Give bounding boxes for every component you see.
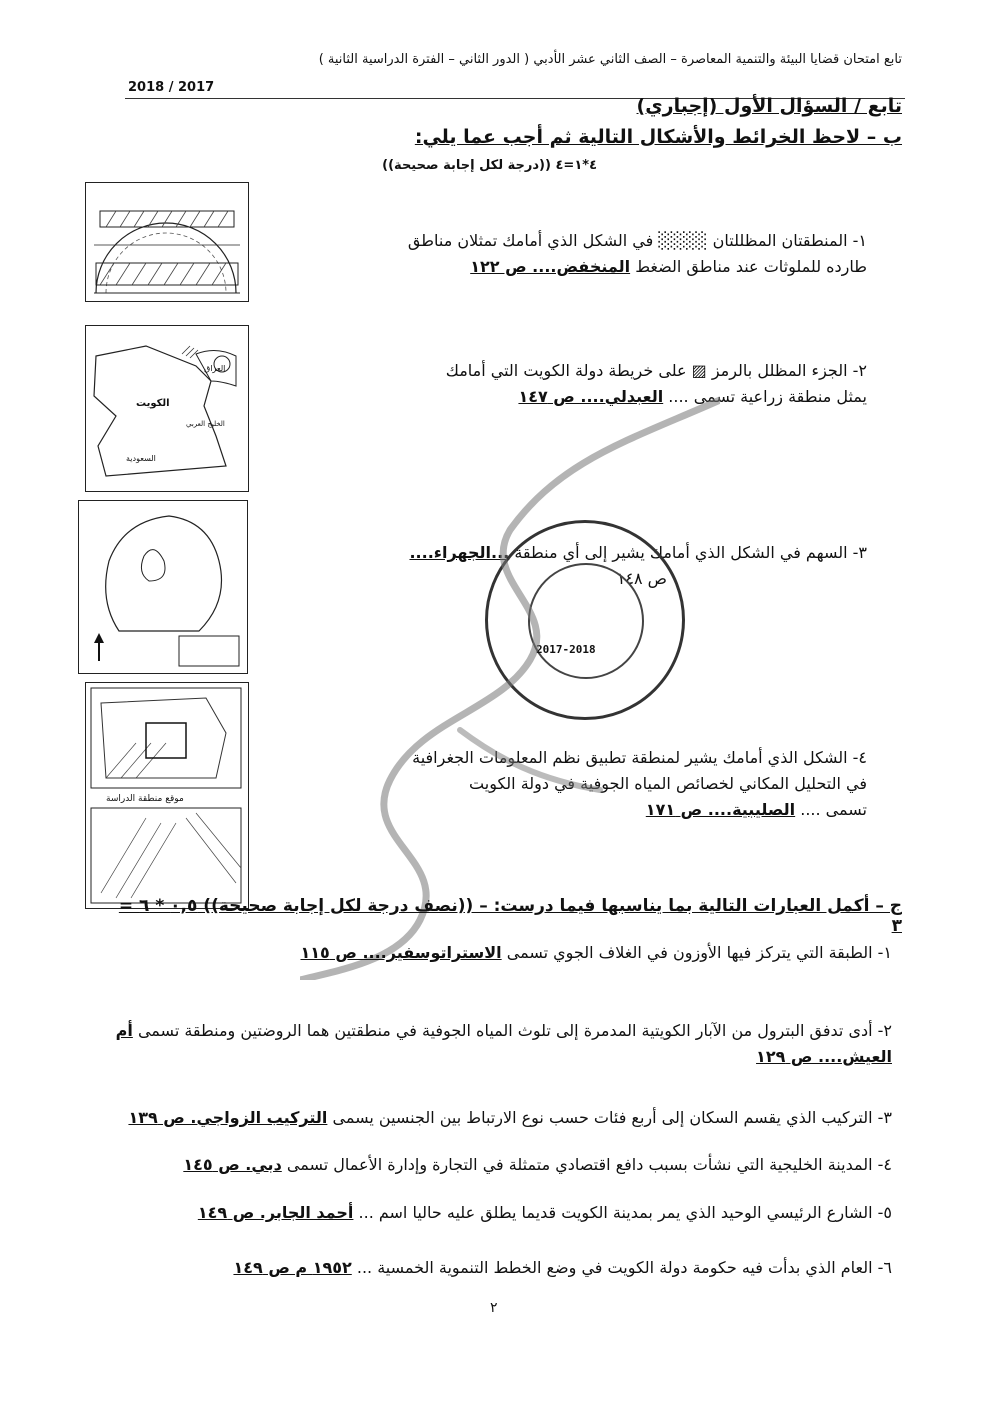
question-c4 <box>132 1152 892 1178</box>
section-b-title: ب – لاحظ الخرائط والأشكال التالية ثم أجب عما يلي: <box>414 126 902 148</box>
figure-sulaibiya-map <box>85 682 249 909</box>
question-b1-line2 <box>307 254 867 280</box>
jahra-map-svg <box>79 501 247 673</box>
question-b4-line1: ٤- الشكل الذي أمامك يشير لمنطقة تطبيق نظم المعلومات الجغرافية <box>412 748 867 767</box>
question-c4-text: ٤- المدينة الخليجية التي نشأت بسبب دافع اقتصادي متمثلة في التجارة وإدارة الأعمال تسمى <box>286 1155 892 1174</box>
page-number: ٢ <box>490 1300 498 1316</box>
figure-jahra-arrow-map <box>78 500 248 674</box>
handwritten-mark <box>300 380 720 980</box>
map-label-iraq: العراق <box>204 364 226 373</box>
question-b4-answer: الصليبية.... ص ١٧١ <box>645 800 796 819</box>
question-b4-line2: في التحليل المكاني لخصائص المياه الجوفية في دولة الكويت <box>469 774 867 793</box>
question-c5-text: ٥- الشارع الرئيسي الوحيد الذي يمر بمدينة الكويت قديما يطلق عليه حاليا اسم ... <box>358 1203 892 1222</box>
question-c4-answer: دبي. ص ١٤٥ <box>183 1155 282 1174</box>
sulaibiya-map-caption: موقع منطقة الدراسة <box>106 794 184 804</box>
question-b3-text: ٣- السهم في الشكل الذي أمامك يشير إلى أي منطقة <box>514 543 867 562</box>
question-c3-answer: التركيب الزواجي. ص ١٣٩ <box>128 1108 328 1127</box>
question-title: تابع / السؤال الأول (إجباري) <box>636 95 902 117</box>
question-b2-answer: العبدلي.... ص ١٤٧ <box>518 387 664 406</box>
figure-kuwait-map <box>85 325 249 492</box>
question-c1-answer: الاستراتوسفير.... ص ١١٥ <box>300 943 502 962</box>
question-b3-page: ص ١٤٨ <box>616 569 667 588</box>
section-b-marks: ٤*١=٤ ((درجة لكل إجابة صحيحة)) <box>382 158 597 173</box>
kuwait-map-svg <box>86 326 248 491</box>
question-c6 <box>172 1255 892 1281</box>
question-c2-answer: أم العيش.... ص ١٢٩ <box>115 1021 892 1066</box>
question-b1-prefix: طارده للملوثات عند مناطق الضغط <box>635 257 867 276</box>
map-label-kuwait: الكويت <box>136 398 170 409</box>
question-c2-text: ٢- أدى تدفق البترول من الآبار الكويتية المدمرة إلى تلوث المياه الجوفية في منطقتين هما الروضتين ومنطقة تسمى <box>137 1021 892 1040</box>
question-c3 <box>92 1105 892 1131</box>
question-c5-answer: أحمد الجابر. ص ١٤٩ <box>197 1203 354 1222</box>
question-b3-answer: ...الجهراء.... <box>409 543 510 562</box>
question-b4-prefix: تسمى .... <box>800 800 867 819</box>
question-c3-text: ٣- التركيب الذي يقسم السكان إلى أربع فئات حسب نوع الارتباط بين الجنسين يسمى <box>332 1108 892 1127</box>
question-c2 <box>92 1018 892 1070</box>
question-b1-answer: المنخفض.... ص ١٢٢ <box>470 257 631 276</box>
stamp-year: 2017-2018 <box>536 643 596 656</box>
section-c-title: ج – أكمل العبارات التالية بما يناسبها فيما درست: – ((نصف درجة لكل إجابة صحيحة)) ٠,٥ * ٦ = ٣ <box>118 896 902 936</box>
question-c6-answer: ١٩٥٢ م ص ١٤٩ <box>233 1258 352 1277</box>
question-c1 <box>112 940 892 966</box>
exam-header-line: تابع امتحان قضايا البيئة والتنمية المعاصرة – الصف الثاني عشر الأدبي ( الدور الثاني – الفترة الدراسية الثانية ) <box>318 52 902 67</box>
exam-year: 2018 / 2017 <box>128 80 215 95</box>
question-c6-text: ٦- العام الذي بدأت فيه حكومة دولة الكويت في وضع الخطط التنموية الخمسية ... <box>356 1258 892 1277</box>
question-c1-text: ١- الطبقة التي يتركز فيها الأوزون في الغلاف الجوي تسمى <box>506 943 892 962</box>
figure-pressure-zones <box>85 182 249 302</box>
question-b1 <box>307 228 867 280</box>
question-b2-line1: ٢- الجزء المظلل بالرمز ▨ على خريطة دولة الكويت التي أمامك <box>445 361 867 380</box>
pressure-zones-diagram <box>86 183 248 301</box>
question-c5 <box>172 1200 892 1226</box>
question-b1-line1: ١- المنطقتان المظللتان ░░░░ في الشكل الذي أمامك تمثلان مناطق <box>407 231 867 250</box>
sulaibiya-map-svg <box>86 683 248 908</box>
question-b2-prefix: يمثل منطقة زراعية تسمى .... <box>668 387 867 406</box>
map-label-gulf: الخليج العربي <box>186 420 225 428</box>
map-label-saudi: السعودية <box>126 454 156 463</box>
